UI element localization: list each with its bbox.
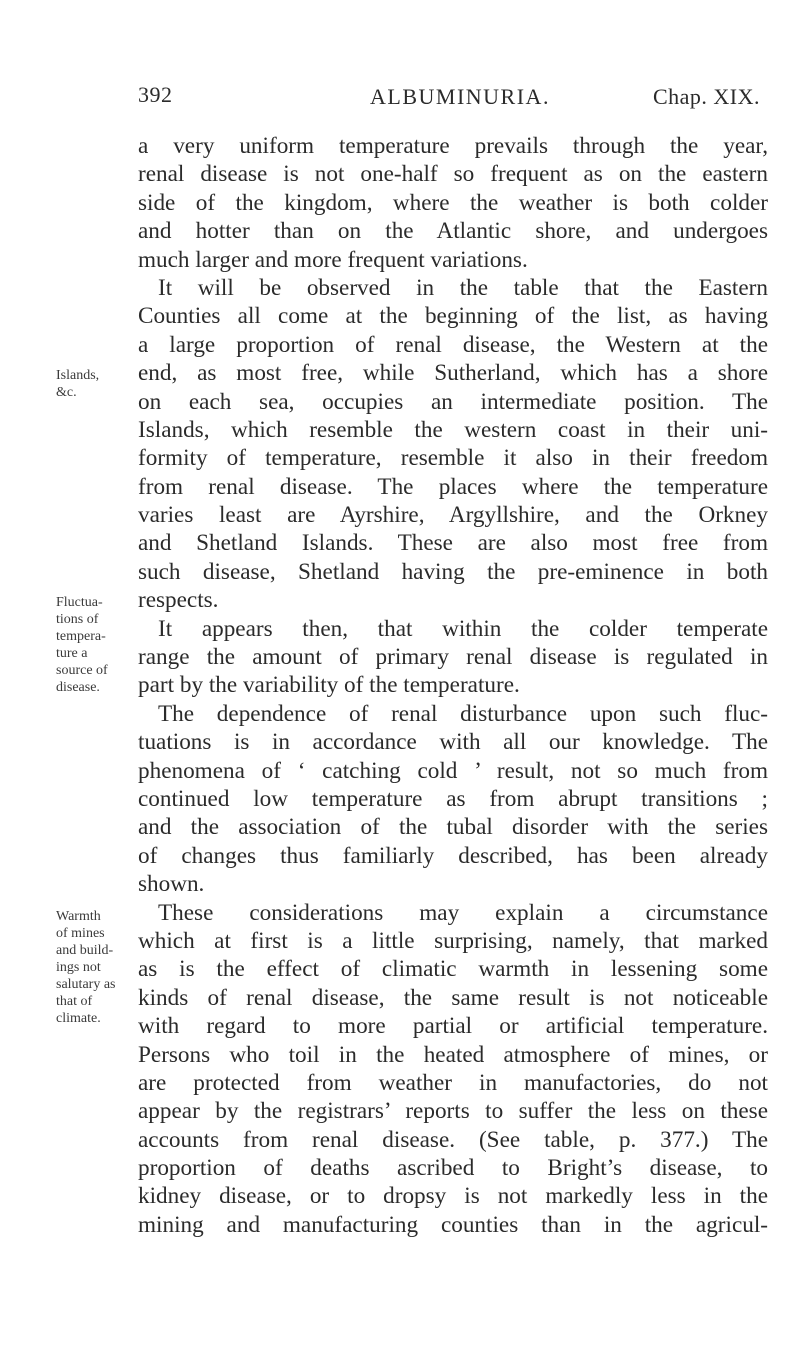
text-line: Counties all come at the beginning of the list, as having xyxy=(138,303,768,330)
running-title: ALBUMINURIA. xyxy=(370,84,550,109)
side-note-line: tempera- xyxy=(56,629,106,644)
text-line: range the amount of primary renal disease is regulated in xyxy=(138,644,768,671)
text-line: It appears then, that within the colder temperate xyxy=(158,615,768,642)
text-line: kinds of renal disease, the same result is not noticeable xyxy=(138,984,768,1011)
text-line: a large proportion of renal disease, the Western at the xyxy=(138,331,768,358)
text-line: proportion of deaths ascribed to Bright’s disease, to xyxy=(138,1155,768,1182)
body-text xyxy=(138,132,768,1239)
text-line: tuations is in accordance with all our knowledge. The xyxy=(138,729,768,756)
text-line: mining and manufacturing counties than in the agricul- xyxy=(138,1211,768,1238)
text-line: from renal disease. The places where the temperature xyxy=(138,473,768,500)
text-line: Islands, which resemble the western coast in their uni- xyxy=(138,416,768,443)
text-line: phenomena of ‘ catching cold ’ result, not so much from xyxy=(138,757,768,784)
text-line: are protected from weather in manufactories, do not xyxy=(138,1069,768,1096)
side-note-line: Warmth xyxy=(56,909,101,924)
side-note-line: Fluctua- xyxy=(56,595,103,610)
side-note-line: climate. xyxy=(56,1011,101,1026)
text-line: and hotter than on the Atlantic shore, and undergoes xyxy=(138,218,768,245)
side-note-line: salutary as xyxy=(56,977,116,992)
text-line: a very uniform temperature prevails through the year, xyxy=(138,133,768,159)
text-line: which at first is a little surprising, namely, that marked xyxy=(138,927,768,954)
running-head xyxy=(138,82,760,118)
side-note-line: ture a xyxy=(56,646,88,661)
text-line: with regard to more partial or artificial temperature. xyxy=(138,1013,768,1040)
chapter-label: Chap. XIX. xyxy=(652,84,760,109)
text-line: These considerations may explain a circumstance xyxy=(158,899,768,926)
text-line: continued low temperature as from abrupt transitions ; xyxy=(138,785,768,812)
text-line: end, as most free, while Sutherland, which has a shore xyxy=(138,360,768,387)
side-note-line: disease. xyxy=(56,680,100,695)
text-line: side of the kingdom, where the weather is both colder xyxy=(138,189,768,216)
side-note-fluctuations xyxy=(56,594,140,696)
text-line: respects. xyxy=(138,587,219,614)
side-note-islands xyxy=(56,367,140,401)
text-line: of changes thus familiarly described, has been already xyxy=(138,842,768,869)
text-line: part by the variability of the temperature. xyxy=(138,672,520,699)
text-line: formity of temperature, resemble it also in their freedom xyxy=(138,445,768,472)
text-line: shown. xyxy=(138,871,205,898)
text-line: such disease, Shetland having the pre-eminence in both xyxy=(138,558,768,585)
side-note-line: and build- xyxy=(56,943,114,958)
side-note-warmth xyxy=(56,908,140,1027)
text-line: varies least are Ayrshire, Argyllshire, and the Orkney xyxy=(138,502,768,529)
side-note-line: ings not xyxy=(56,960,101,975)
text-line: The dependence of renal disturbance upon such fluc- xyxy=(158,700,768,727)
text-line: renal disease is not one-half so frequent as on the eastern xyxy=(138,161,768,188)
side-note-line: that of xyxy=(56,994,93,1009)
text-line: on each sea, occupies an intermediate position. The xyxy=(138,388,768,415)
text-line: and the association of the tubal disorder with the series xyxy=(138,814,768,841)
text-line: as is the effect of climatic warmth in lessening some xyxy=(138,956,768,983)
text-line: and Shetland Islands. These are also most free from xyxy=(138,530,768,557)
side-note-line: &c. xyxy=(56,385,77,400)
text-line: much larger and more frequent variations. xyxy=(138,246,528,273)
text-line: accounts from renal disease. (See table, p. 377.) The xyxy=(138,1126,768,1153)
text-line: kidney disease, or to dropsy is not markedly less in the xyxy=(138,1183,768,1210)
side-note-line: source of xyxy=(56,663,108,678)
side-note-line: of mines xyxy=(56,926,105,941)
side-note-line: tions of xyxy=(56,612,99,627)
side-note-line: Islands, xyxy=(56,368,100,383)
text-line: appear by the registrars’ reports to suffer the less on these xyxy=(138,1098,768,1125)
text-line: It will be observed in the table that the Eastern xyxy=(158,274,768,301)
text-line: Persons who toil in the heated atmosphere of mines, or xyxy=(138,1041,768,1068)
page-number: 392 xyxy=(138,82,173,107)
